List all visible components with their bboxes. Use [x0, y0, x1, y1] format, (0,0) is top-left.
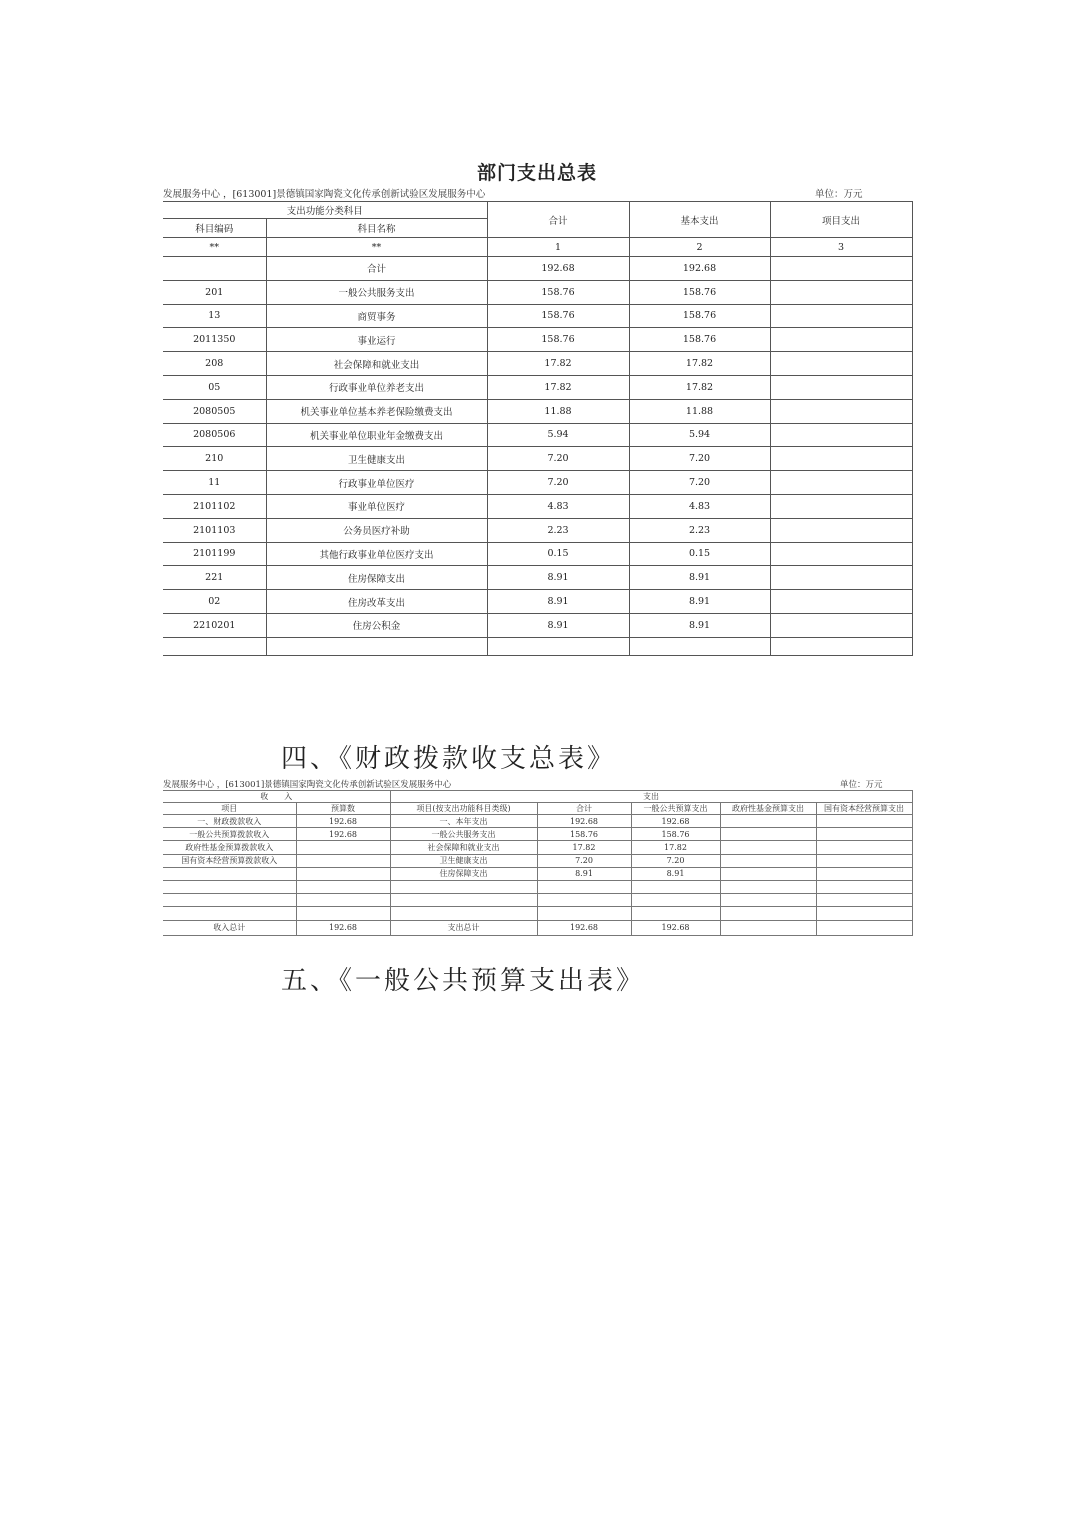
cell-name: 行政事业单位养老支出 — [266, 375, 487, 399]
cell-code: 210 — [163, 447, 266, 471]
total-cell: 192.68 — [631, 920, 720, 935]
total-cell: 192.68 — [537, 920, 631, 935]
cell-name: 住房公积金 — [266, 613, 487, 637]
cell-project — [770, 590, 912, 614]
index-cell: ** — [163, 238, 266, 257]
col-header: 项目 — [163, 803, 296, 815]
section5-heading: 五、《一般公共预算支出表》 — [281, 966, 646, 996]
total-cell — [720, 920, 816, 935]
cell-name: 事业单位医疗 — [266, 494, 487, 518]
cell-project — [770, 494, 912, 518]
table-row — [163, 494, 912, 518]
table-cell — [296, 841, 390, 854]
col-header-project: 项目支出 — [770, 202, 912, 238]
cell-code: 208 — [163, 352, 266, 376]
table-row — [163, 447, 912, 471]
cell-project — [770, 518, 912, 542]
table-cell — [390, 880, 537, 893]
cell-code: 2101102 — [163, 494, 266, 518]
cell-project — [770, 542, 912, 566]
cell-total: 158.76 — [487, 280, 629, 304]
cell-basic: 8.91 — [629, 613, 770, 637]
total-row — [163, 920, 912, 935]
table-cell: 一、财政拨款收入 — [163, 815, 296, 828]
cell-project — [770, 352, 912, 376]
cell-name: 公务员医疗补助 — [266, 518, 487, 542]
total-cell: 收入总计 — [163, 920, 296, 935]
cell-project — [770, 304, 912, 328]
table1-title: 部门支出总表 — [476, 162, 597, 184]
cell-name: 商贸事务 — [266, 304, 487, 328]
index-cell: ** — [266, 238, 487, 257]
table-row — [163, 352, 912, 376]
cell-basic: 8.91 — [629, 590, 770, 614]
table-row — [163, 854, 912, 867]
cell-name: 住房改革支出 — [266, 590, 487, 614]
cell-name: 机关事业单位基本养老保险缴费支出 — [266, 399, 487, 423]
table-cell: 192.68 — [537, 815, 631, 828]
table-row — [163, 590, 912, 614]
cell-name: 卫生健康支出 — [266, 447, 487, 471]
table-cell — [537, 907, 631, 920]
table-cell — [631, 880, 720, 893]
table-cell: 158.76 — [537, 828, 631, 841]
col-header: 预算数 — [296, 803, 390, 815]
cell-project — [770, 257, 912, 281]
table-cell: 8.91 — [537, 867, 631, 880]
cell-total: 8.91 — [487, 566, 629, 590]
cell-basic: 158.76 — [629, 280, 770, 304]
cell-total: 4.83 — [487, 494, 629, 518]
cell-basic: 11.88 — [629, 399, 770, 423]
cell-basic: 4.83 — [629, 494, 770, 518]
col-header: 国有资本经营预算支出 — [816, 803, 912, 815]
cell-total: 8.91 — [487, 613, 629, 637]
table-cell: 卫生健康支出 — [390, 854, 537, 867]
col-header: 一般公共预算支出 — [631, 803, 720, 815]
table1-body — [163, 257, 912, 638]
cell-project — [770, 471, 912, 495]
table-cell — [720, 815, 816, 828]
table-cell — [163, 880, 296, 893]
table-cell: 192.68 — [631, 815, 720, 828]
cell-project — [770, 447, 912, 471]
cell-project — [770, 613, 912, 637]
cell-basic: 17.82 — [629, 375, 770, 399]
cell-name: 社会保障和就业支出 — [266, 352, 487, 376]
table-cell — [537, 894, 631, 907]
table2-body — [163, 815, 912, 921]
table-row — [163, 815, 912, 828]
cell-project — [770, 566, 912, 590]
table-row — [163, 894, 912, 907]
cell-total: 17.82 — [487, 352, 629, 376]
table-cell — [816, 841, 912, 854]
cell-name: 住房保障支出 — [266, 566, 487, 590]
table-row — [163, 841, 912, 854]
table-cell — [816, 907, 912, 920]
index-cell: 3 — [770, 238, 912, 257]
cell-code: 2210201 — [163, 613, 266, 637]
department-expense-table — [163, 201, 913, 656]
table2-unit: 单位：万元 — [840, 780, 883, 790]
table-cell — [720, 907, 816, 920]
table-row — [163, 867, 912, 880]
cell-code: 2101103 — [163, 518, 266, 542]
table-row — [163, 542, 912, 566]
table-cell: 8.91 — [631, 867, 720, 880]
index-cell: 1 — [487, 238, 629, 257]
cell-name: 合计 — [266, 257, 487, 281]
table-cell: 158.76 — [631, 828, 720, 841]
table-cell — [720, 867, 816, 880]
cell-basic: 17.82 — [629, 352, 770, 376]
cell-code: 2101199 — [163, 542, 266, 566]
cell-basic: 0.15 — [629, 542, 770, 566]
cell-basic: 158.76 — [629, 304, 770, 328]
col-header-total: 合计 — [487, 202, 629, 238]
cell-code: 2011350 — [163, 328, 266, 352]
table-cell: 一般公共预算拨款收入 — [163, 828, 296, 841]
table1-org: 发展服务中心 ，[613001]景德镇国家陶瓷文化传承创新试验区发展服务中心 — [163, 189, 486, 200]
cell-code: 02 — [163, 590, 266, 614]
table-row — [163, 613, 912, 637]
table-cell: 住房保障支出 — [390, 867, 537, 880]
cell-code: 05 — [163, 375, 266, 399]
total-cell — [816, 920, 912, 935]
table-cell — [163, 867, 296, 880]
total-cell: 支出总计 — [390, 920, 537, 935]
table-cell: 7.20 — [537, 854, 631, 867]
table2-org: 发展服务中心 ，[613001]景德镇国家陶瓷文化传承创新试验区发展服务中心 — [163, 780, 452, 790]
table-row — [163, 328, 912, 352]
table-cell: 一、本年支出 — [390, 815, 537, 828]
table-row — [163, 304, 912, 328]
income-header: 收 入 — [163, 791, 390, 803]
table-cell: 192.68 — [296, 828, 390, 841]
table1-unit: 单位：万元 — [815, 189, 863, 200]
table-row — [163, 880, 912, 893]
table-cell — [816, 815, 912, 828]
table-cell: 17.82 — [537, 841, 631, 854]
table-cell — [816, 880, 912, 893]
cell-project — [770, 328, 912, 352]
cell-total: 192.68 — [487, 257, 629, 281]
cell-basic: 8.91 — [629, 566, 770, 590]
cell-total: 7.20 — [487, 447, 629, 471]
fiscal-appropriation-table — [163, 790, 913, 936]
cell-name: 一般公共服务支出 — [266, 280, 487, 304]
cell-name: 机关事业单位职业年金缴费支出 — [266, 423, 487, 447]
table-cell — [720, 854, 816, 867]
cell-total: 0.15 — [487, 542, 629, 566]
cell-basic: 192.68 — [629, 257, 770, 281]
table-cell — [816, 894, 912, 907]
table-cell — [720, 841, 816, 854]
table-cell — [631, 894, 720, 907]
index-cell: 2 — [629, 238, 770, 257]
col-header-name: 科目名称 — [266, 219, 487, 238]
cell-basic: 2.23 — [629, 518, 770, 542]
table-row — [163, 280, 912, 304]
table-cell — [390, 894, 537, 907]
blank-row — [163, 637, 912, 655]
table-cell — [631, 907, 720, 920]
cell-basic: 158.76 — [629, 328, 770, 352]
table-cell: 192.68 — [296, 815, 390, 828]
cell-project — [770, 375, 912, 399]
expense-header: 支出 — [390, 791, 912, 803]
table-cell — [296, 894, 390, 907]
col-header-code: 科目编码 — [163, 219, 266, 238]
table-cell: 一般公共服务支出 — [390, 828, 537, 841]
table-cell: 政府性基金预算拨款收入 — [163, 841, 296, 854]
table-cell — [296, 907, 390, 920]
cell-basic: 5.94 — [629, 423, 770, 447]
cell-code: 13 — [163, 304, 266, 328]
table-row — [163, 471, 912, 495]
cell-project — [770, 399, 912, 423]
cell-total: 17.82 — [487, 375, 629, 399]
col-header: 政府性基金预算支出 — [720, 803, 816, 815]
table-cell: 国有资本经营预算拨款收入 — [163, 854, 296, 867]
table-cell — [720, 880, 816, 893]
cell-total: 158.76 — [487, 304, 629, 328]
cell-code — [163, 257, 266, 281]
cell-name: 其他行政事业单位医疗支出 — [266, 542, 487, 566]
table-row — [163, 399, 912, 423]
table-cell — [163, 894, 296, 907]
cell-name: 事业运行 — [266, 328, 487, 352]
cell-total: 158.76 — [487, 328, 629, 352]
cell-basic: 7.20 — [629, 471, 770, 495]
cell-code: 201 — [163, 280, 266, 304]
table2-column-headers — [163, 803, 912, 815]
group-header: 支出功能分类科目 — [163, 202, 487, 219]
col-header: 合计 — [537, 803, 631, 815]
total-cell: 192.68 — [296, 920, 390, 935]
col-header-basic: 基本支出 — [629, 202, 770, 238]
table-cell — [816, 828, 912, 841]
table-row — [163, 375, 912, 399]
cell-basic: 7.20 — [629, 447, 770, 471]
index-row — [163, 238, 912, 257]
table-cell: 7.20 — [631, 854, 720, 867]
table-row — [163, 518, 912, 542]
cell-project — [770, 423, 912, 447]
table-row — [163, 423, 912, 447]
table-row — [163, 566, 912, 590]
cell-code: 2080506 — [163, 423, 266, 447]
col-header: 项目(按支出功能科目类级) — [390, 803, 537, 815]
cell-total: 2.23 — [487, 518, 629, 542]
table-cell — [720, 828, 816, 841]
table-cell — [163, 907, 296, 920]
table-cell — [720, 894, 816, 907]
table-row — [163, 828, 912, 841]
table-cell: 社会保障和就业支出 — [390, 841, 537, 854]
cell-total: 5.94 — [487, 423, 629, 447]
cell-total: 7.20 — [487, 471, 629, 495]
table-cell — [296, 867, 390, 880]
cell-code: 2080505 — [163, 399, 266, 423]
cell-code: 221 — [163, 566, 266, 590]
table-row — [163, 907, 912, 920]
cell-total: 8.91 — [487, 590, 629, 614]
table-cell — [390, 907, 537, 920]
table-cell — [537, 880, 631, 893]
table-cell — [816, 867, 912, 880]
table-cell — [816, 854, 912, 867]
table-cell — [296, 880, 390, 893]
table-cell: 17.82 — [631, 841, 720, 854]
cell-name: 行政事业单位医疗 — [266, 471, 487, 495]
cell-code: 11 — [163, 471, 266, 495]
table-cell — [296, 854, 390, 867]
cell-project — [770, 280, 912, 304]
section4-heading: 四、《财政拨款收支总表》 — [281, 744, 617, 774]
cell-total: 11.88 — [487, 399, 629, 423]
table-row — [163, 257, 912, 281]
